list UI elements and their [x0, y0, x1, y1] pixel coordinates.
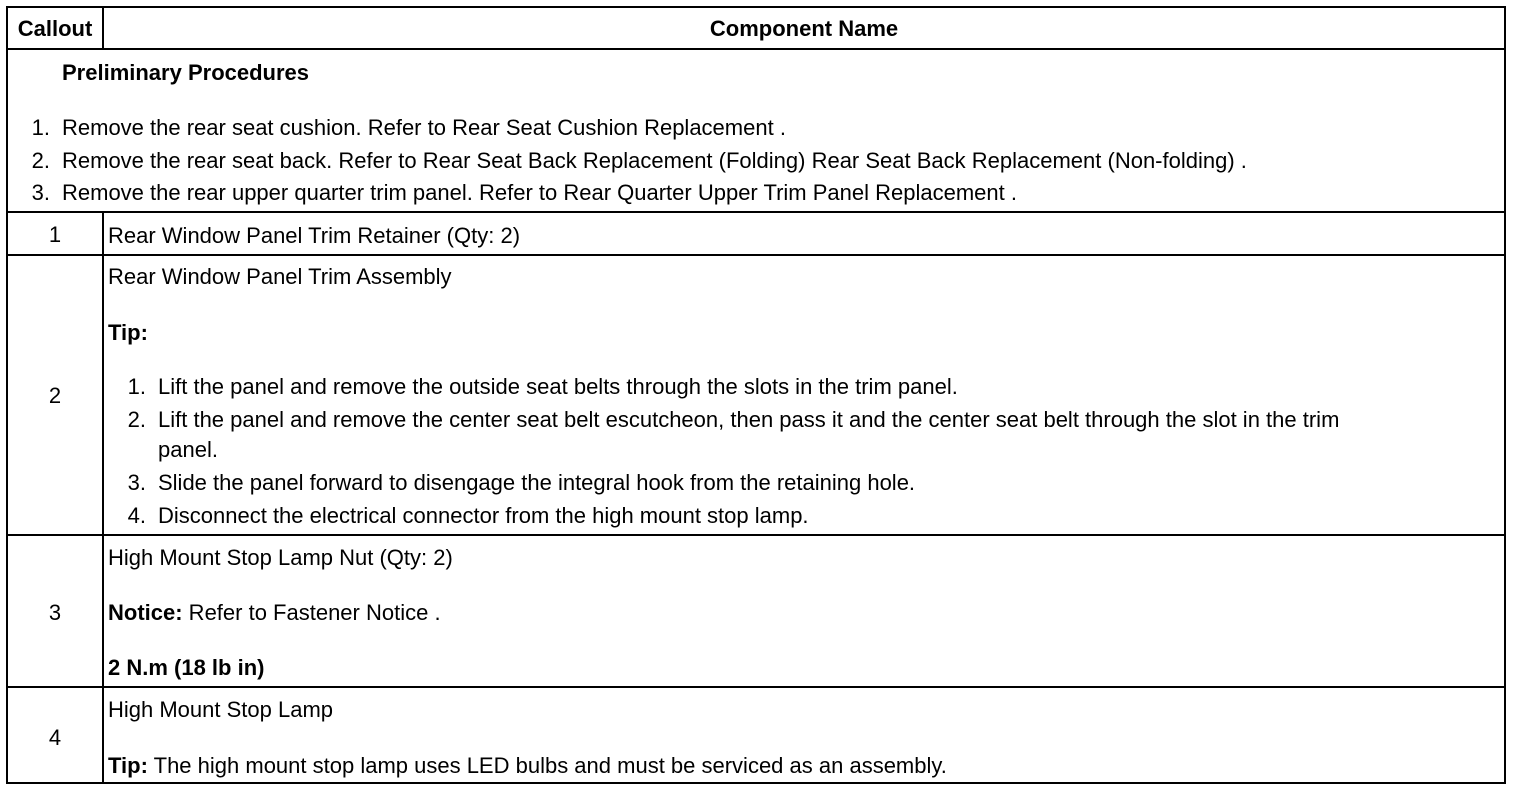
callout-number: 1: [48, 222, 62, 247]
tip-label: Tip:: [108, 320, 148, 345]
tip-label: Tip:: [108, 753, 148, 778]
notice-text: Refer to Fastener Notice .: [182, 600, 441, 625]
row-divider-4: [8, 686, 1504, 688]
preliminary-title: Preliminary Procedures: [62, 60, 310, 85]
component-name: Rear Window Panel Trim Assembly: [108, 264, 452, 289]
tip-line: [108, 753, 947, 779]
step-number: 4.: [127, 503, 146, 528]
row-divider-1: [8, 211, 1504, 213]
row-divider-3: [8, 534, 1504, 536]
component-name: Rear Window Panel Trim Retainer (Qty: 2): [108, 223, 521, 248]
notice-label: Notice:: [108, 600, 183, 625]
component-name: High Mount Stop Lamp: [108, 697, 334, 722]
step-text: Lift the panel and remove the outside seat belts through the slots in the trim panel.: [158, 374, 958, 399]
row-divider-2: [8, 254, 1504, 256]
step-text: Disconnect the electrical connector from the high mount stop lamp.: [158, 503, 809, 528]
callout-number: 3: [48, 600, 62, 625]
header-component-name: Component Name: [709, 16, 899, 41]
callout-number: 4: [48, 725, 62, 750]
header-divider: [8, 48, 1504, 50]
column-divider-body: [102, 211, 104, 784]
procedure-table: Callout Component Name Preliminary Procedures 1. Remove the rear seat cushion. Refer to Rear Seat Cushion Replacement . 2. Remove the rear seat back. Refer to Rear Seat Back Replacement (Folding) Rear Seat Back Replacement (Non-folding) . 3. Remove the rear upper quarter trim panel. Refer to Rear Quarter Upper Trim Panel Replacement . 1 Rear Window Panel Trim Retainer (Qty: 2) 2 Rear Window Panel Trim Assembly Tip: 1. Lift the panel and remove the outside seat belts through the slots in the trim panel. 2. Lift the panel and remove the center seat belt escutcheon, then pass it and the center seat belt through the slot in the trim panel. 3. Slide the panel forward to disengage the integral hook from the retaining hole. 4. Disconnect the electrical connector from the high mount stop lamp. 3 High Mount Stop Lamp Nut (Qty: 2) Notice: Refer to Fastener Notice . 2 N.m (18 lb in) 4 High Mount Stop Lamp Tip: The high mount stop lamp uses LED bulbs and must be serviced as an assembly.: [6, 6, 1506, 784]
step-number: 3.: [127, 470, 146, 495]
step-text: Lift the panel and remove the center seat belt escutcheon, then pass it and the center seat belt through the slot in the trim: [158, 407, 1340, 432]
step-number: 2.: [127, 407, 146, 432]
component-name: High Mount Stop Lamp Nut (Qty: 2): [108, 545, 453, 570]
notice-line: [108, 600, 441, 626]
step-number: 1.: [127, 374, 146, 399]
header-callout: Callout: [17, 16, 93, 41]
tip-text: The high mount stop lamp uses LED bulbs and must be serviced as an assembly.: [147, 753, 947, 778]
callout-number: 2: [48, 383, 62, 408]
torque-spec: 2 N.m (18 lb in): [108, 655, 265, 680]
step-text-continued: panel.: [158, 437, 218, 462]
step-text: Slide the panel forward to disengage the integral hook from the retaining hole.: [158, 470, 916, 495]
